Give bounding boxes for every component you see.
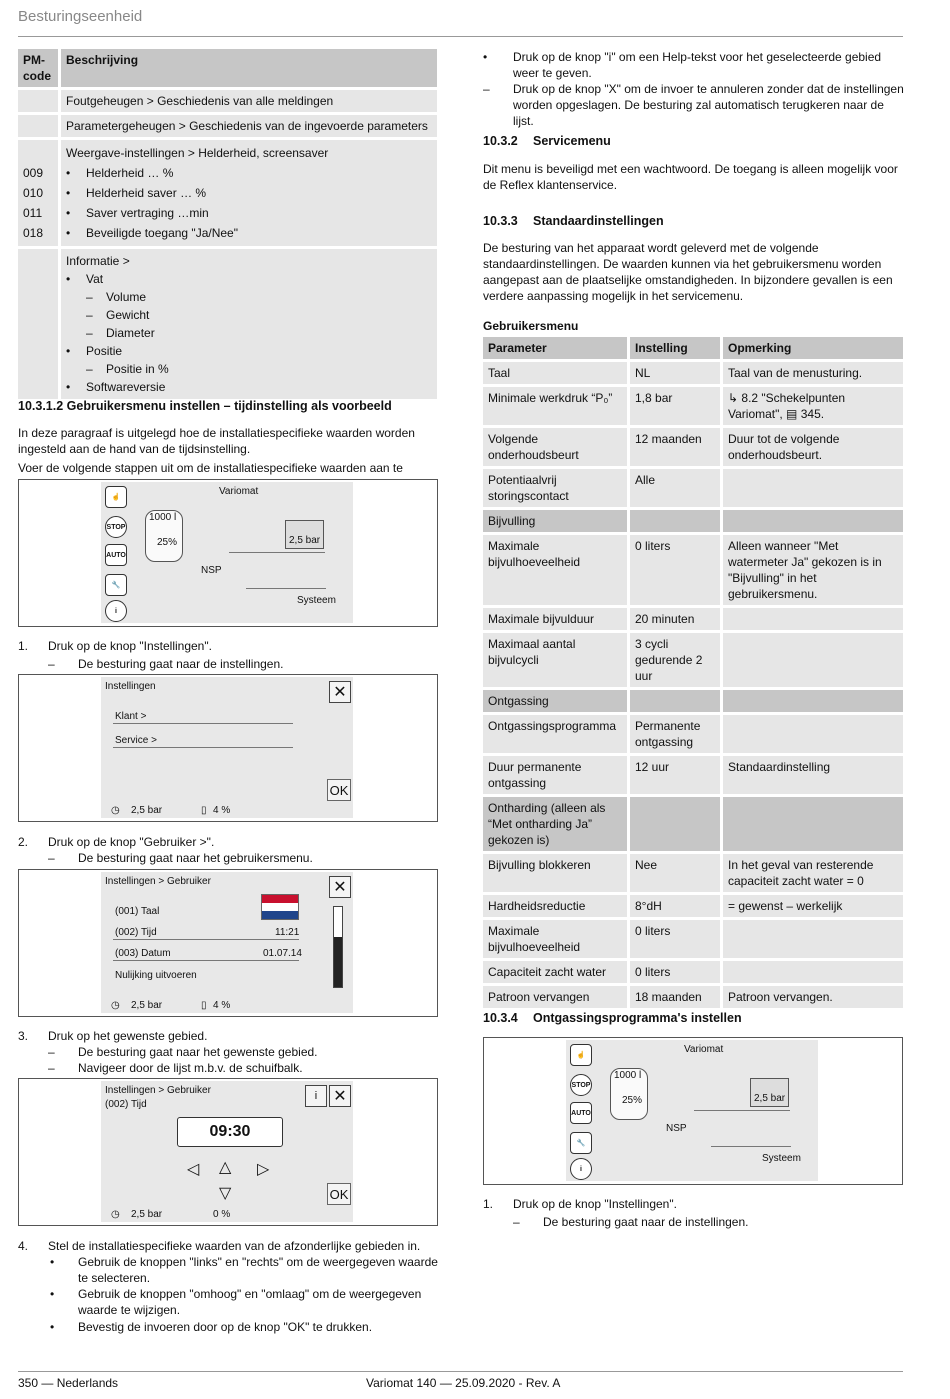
instelling-cell: Nee [630, 854, 720, 892]
step-4-ok: Bevestig de invoeren door op de knop "OK" te drukken. [78, 1320, 373, 1334]
instelling-cell: 12 maanden [630, 428, 720, 466]
step-1: Druk op de knop "Instellingen". [48, 639, 212, 653]
pm-code: 011 [23, 206, 43, 220]
time-value-field[interactable]: 09:30 [177, 1117, 283, 1147]
opmerking-cell [723, 608, 903, 630]
instelling-cell: NL [630, 362, 720, 384]
variomat-home-screen [566, 1040, 818, 1181]
cancel-text-bullet: Druk op de knop "X" om de invoer te annuleren zonder dat de instellingen worden opgeslagen. De besturing zal automatisch terugkeren naar de lijst. [513, 82, 904, 128]
auto-button[interactable]: AUTO [105, 544, 127, 566]
tank-level: 25% [157, 537, 178, 548]
up-arrow-button[interactable]: △ [219, 1159, 232, 1176]
pipe-line [246, 588, 326, 589]
settings-row [483, 535, 903, 605]
right-arrow-button[interactable]: ▷ [257, 1161, 270, 1178]
ok-button[interactable]: OK [327, 1183, 351, 1205]
opmerking-cell: Taal van de menusturing. [723, 362, 903, 384]
opmerking-cell [723, 797, 903, 851]
parameter-cell: Ontgassingsprogramma [483, 715, 627, 753]
opmerking-cell [723, 510, 903, 532]
instelling-cell: 20 minuten [630, 608, 720, 630]
header-divider [18, 36, 903, 37]
settings-row [483, 387, 903, 425]
divider [113, 747, 293, 748]
screen-title: Instellingen > Gebruiker [105, 1085, 211, 1096]
opmerking-cell: = gewenst – werkelijk [723, 895, 903, 917]
screen-title: Instellingen > Gebruiker [105, 876, 211, 887]
parameter-cell: Bijvulling blokkeren [483, 854, 627, 892]
bullet: • [50, 1287, 55, 1301]
parameter-cell: Maximale bijvulduur [483, 608, 627, 630]
opmerking-cell [723, 690, 903, 712]
section-title: Ontgassingsprogramma's instellen [533, 1011, 742, 1025]
dash: – [48, 1061, 55, 1075]
nsp-label: NSP [666, 1123, 687, 1134]
pm-line: • Saver vertraging …min [66, 206, 209, 220]
pm-line: – Volume [66, 290, 147, 304]
dash: – [48, 1045, 55, 1059]
header-opmerking: Opmerking [723, 337, 903, 359]
pm-code-table [15, 46, 440, 402]
header-instelling: Instelling [630, 337, 720, 359]
nsp-label: NSP [201, 565, 222, 576]
info-icon[interactable]: i [570, 1158, 592, 1180]
step-3-result: De besturing gaat naar het gewenste gebied. [78, 1045, 318, 1059]
step-1-right-result: De besturing gaat naar de instellingen. [543, 1215, 749, 1229]
stop-button[interactable]: STOP [105, 516, 127, 538]
auto-button[interactable]: AUTO [570, 1102, 592, 1124]
parameter-cell: Ontharding (alleen als “Met ontharding Ja” gekozen is) [483, 797, 627, 851]
instelling-cell: 0 liters [630, 920, 720, 958]
step-number: 1. [18, 639, 29, 653]
close-icon[interactable]: ✕ [329, 876, 351, 898]
settings-row [483, 633, 903, 687]
opmerking-cell [723, 920, 903, 958]
variomat-screen-figure [18, 479, 438, 627]
header-parameter: Parameter [483, 337, 627, 359]
opmerking-cell: Duur tot de volgende onderhoudsbeurt. [723, 428, 903, 466]
variomat-screen-figure-2 [483, 1037, 903, 1185]
opmerking-cell [723, 633, 903, 687]
hand-icon[interactable]: ☝ [570, 1044, 592, 1066]
description-header: Beschrijving [61, 49, 437, 87]
section-title: Standaardinstellingen [533, 214, 664, 228]
pressure-status: 2,5 bar [131, 805, 163, 816]
down-arrow-button[interactable]: ▽ [219, 1185, 232, 1202]
opmerking-cell: Alleen wanneer "Met watermeter Ja" gekozen is in "Bijvulling" in het gebruikersmenu. [723, 535, 903, 605]
scrollbar[interactable] [333, 906, 343, 988]
nulijking-item[interactable]: Nulijking uitvoeren [115, 970, 197, 981]
instelling-cell: 0 liters [630, 535, 720, 605]
opmerking-cell: In het geval van resterende capaciteit zacht water = 0 [723, 854, 903, 892]
settings-row [483, 715, 903, 753]
instelling-cell: 0 liters [630, 961, 720, 983]
standard-settings-table [480, 334, 906, 1011]
parameter-cell: Patroon vervangen [483, 986, 627, 1008]
opmerking-cell: Standaardinstelling [723, 756, 903, 794]
dutch-flag-icon [261, 894, 299, 920]
level-status: 4 % [213, 805, 231, 816]
pm-line: • Beveiligde toegang "Ja/Nee" [66, 226, 238, 240]
pm-code: 009 [23, 166, 44, 180]
pm-line: – Diameter [66, 326, 155, 340]
divider [113, 723, 293, 724]
pm-code-cell [18, 140, 58, 246]
hand-icon[interactable]: ☝ [105, 486, 127, 508]
tank-volume: 1000 l [149, 512, 177, 523]
instelling-cell: Alle [630, 469, 720, 507]
pm-line: Informatie > [66, 254, 130, 268]
standard-settings-text: De besturing van het apparaat wordt geleverd met de volgende standaardinstellingen. De waarden kunnen via het gebruikersmenu worden aangepast aan de plaatselijke omstandigheden. In bijzondere gevallen is een verdere aanpassing mogelijk in het servicemenu. [483, 241, 893, 303]
parameter-cell: Potentiaalvrij storingscontact [483, 469, 627, 507]
section-title: Servicemenu [533, 134, 611, 148]
klant-menu-item[interactable]: Klant > [115, 711, 147, 722]
tank-level: 25% [622, 1095, 643, 1106]
opmerking-cell: Patroon vervangen. [723, 986, 903, 1008]
section-10-3-1-2: 10.3.1.2 Gebruikersmenu instellen – tijdinstelling als voorbeeld [18, 399, 392, 413]
systeem-label: Systeem [297, 595, 336, 606]
instellingen-figure [18, 674, 438, 822]
settings-row [483, 690, 903, 712]
page-footer-doc: Variomat 140 — 25.09.2020 - Rev. A [366, 1376, 561, 1390]
pipe-line [711, 1146, 791, 1147]
tijd-edit-figure [18, 1078, 438, 1226]
pm-code-cell [18, 90, 58, 112]
opmerking-cell [723, 715, 903, 753]
pressure-display: 2,5 bar [750, 1078, 789, 1107]
opmerking-cell [723, 961, 903, 983]
pipe-line [694, 1110, 790, 1111]
systeem-label: Systeem [762, 1153, 801, 1164]
pm-desc-cell: Parametergeheugen > Geschiedenis van de ingevoerde parameters [61, 115, 437, 137]
info-icon[interactable]: i [105, 600, 127, 622]
pm-code: 010 [23, 186, 44, 200]
stop-button[interactable]: STOP [570, 1074, 592, 1096]
settings-row [483, 608, 903, 630]
pressure-status: 2,5 bar [131, 1209, 163, 1220]
tijd-item[interactable]: (002) Tijd [115, 927, 157, 938]
pm-line: • Softwareversie [66, 380, 166, 394]
close-icon[interactable]: ✕ [329, 1085, 351, 1107]
pressure-status: 2,5 bar [131, 1000, 163, 1011]
bullet: • [483, 50, 488, 64]
parameter-cell: Volgende onderhoudsbeurt [483, 428, 627, 466]
step-3-scroll: Navigeer door de lijst m.b.v. de schuifbalk. [78, 1061, 303, 1075]
page-footer-number: 350 — Nederlands [18, 1376, 119, 1390]
gauge-icon: ◷ [111, 1000, 120, 1011]
datum-value: 01.07.14 [263, 948, 302, 959]
step-3: Druk op het gewenste gebied. [48, 1029, 208, 1043]
level-icon: ▯ [201, 1000, 207, 1011]
settings-row [483, 895, 903, 917]
step-4: Stel de installatiespecifieke waarden van de afzonderlijke gebieden in. [48, 1239, 421, 1253]
level-status: 4 % [213, 1000, 231, 1011]
step-number: 2. [18, 835, 29, 849]
settings-row [483, 986, 903, 1008]
intro-text-2: Voer de volgende stappen uit om de installatiespecifieke waarden aan te [18, 461, 403, 475]
settings-row [483, 854, 903, 892]
service-text: Dit menu is beveiligd met een wachtwoord. De toegang is alleen mogelijk voor de Reflex klantenservice. [483, 162, 898, 192]
parameter-cell: Maximaal aantal bijvulcycli [483, 633, 627, 687]
pm-desc-cell [61, 249, 437, 399]
step-1-result: De besturing gaat naar de instellingen. [78, 657, 284, 671]
step-2-result: De besturing gaat naar het gebruikersmenu. [78, 851, 313, 865]
step-2: Druk op de knop "Gebruiker >". [48, 835, 215, 849]
step-4-left-right: Gebruik de knoppen "links" en "rechts" om de weergegeven waarde te selecteren. [78, 1255, 438, 1285]
parameter-cell: Maximale bijvulhoeveelheid [483, 535, 627, 605]
parameter-cell: Minimale werkdruk “P₀” [483, 387, 627, 425]
table-title: Gebruikersmenu [483, 319, 579, 333]
pm-line: – Gewicht [66, 308, 150, 322]
instelling-cell: Permanente ontgassing [630, 715, 720, 753]
dash: – [48, 851, 55, 865]
instelling-cell: 18 maanden [630, 986, 720, 1008]
settings-row [483, 469, 903, 507]
pm-desc-cell: Foutgeheugen > Geschiedenis van alle meldingen [61, 90, 437, 112]
dash: – [483, 82, 490, 96]
screen-title: Variomat [684, 1044, 724, 1055]
pm-line: • Helderheid … % [66, 166, 174, 180]
tijd-edit-screen [101, 1081, 353, 1222]
step-number: 3. [18, 1029, 29, 1043]
settings-wrench-icon[interactable]: 🔧 [570, 1132, 592, 1154]
level-status: 0 % [213, 1209, 231, 1220]
intro-text: In deze paragraaf is uitgelegd hoe de installatiespecifieke waarden worden ingesteld aan de hand van de tijdsinstelling. [18, 426, 415, 456]
step-number: 1. [483, 1197, 494, 1211]
page-header: Besturingseenheid [18, 8, 143, 25]
parameter-cell: Duur permanente ontgassing [483, 756, 627, 794]
divider [113, 960, 299, 961]
pm-desc-cell [61, 140, 437, 246]
parameter-cell: Hardheidsreductie [483, 895, 627, 917]
taal-item[interactable]: (001) Taal [115, 906, 160, 917]
datum-item[interactable]: (003) Datum [115, 948, 171, 959]
gebruiker-screen [101, 872, 353, 1013]
pm-line: – Positie in % [66, 362, 169, 376]
pm-line: • Vat [66, 272, 104, 286]
info-button[interactable]: i [305, 1085, 327, 1107]
bullet: • [50, 1320, 55, 1334]
screen-title: Variomat [219, 486, 259, 497]
instelling-cell [630, 797, 720, 851]
bullet: • [50, 1255, 55, 1269]
tank-volume: 1000 l [614, 1070, 642, 1081]
ok-button[interactable]: OK [327, 779, 351, 801]
instellingen-screen [101, 677, 353, 818]
settings-row [483, 756, 903, 794]
gebruiker-figure [18, 869, 438, 1017]
footer-divider [18, 1371, 903, 1372]
settings-row [483, 961, 903, 983]
settings-row [483, 362, 903, 384]
settings-wrench-icon[interactable]: 🔧 [105, 574, 127, 596]
section-number: 10.3.4 [483, 1011, 518, 1025]
instelling-cell: 1,8 bar [630, 387, 720, 425]
instelling-cell: 3 cycli gedurende 2 uur [630, 633, 720, 687]
step-1-right: Druk op de knop "Instellingen". [513, 1197, 677, 1211]
level-icon: ▯ [201, 805, 207, 816]
section-number: 10.3.2 [483, 134, 518, 148]
pm-line: • Helderheid saver … % [66, 186, 207, 200]
pm-code-header: PM- code [18, 49, 58, 87]
field-title: (002) Tijd [105, 1099, 147, 1110]
help-text-bullet: Druk op de knop "i" om een Help-tekst voor het geselecteerde gebied weer te geven. [513, 50, 882, 80]
pm-code: 018 [23, 226, 44, 240]
opmerking-cell [723, 469, 903, 507]
parameter-cell: Ontgassing [483, 690, 627, 712]
step-4-up-down: Gebruik de knoppen "omhoog" en "omlaag" om de weergegeven waarde te wijzigen. [78, 1287, 422, 1317]
pm-line: • Positie [66, 344, 123, 358]
settings-row [483, 797, 903, 851]
instelling-cell [630, 690, 720, 712]
instelling-cell: 12 uur [630, 756, 720, 794]
dash: – [48, 657, 55, 671]
settings-row [483, 428, 903, 466]
settings-row [483, 510, 903, 532]
instelling-cell: 8°dH [630, 895, 720, 917]
parameter-cell: Taal [483, 362, 627, 384]
settings-row [483, 920, 903, 958]
step-number: 4. [18, 1239, 29, 1253]
dash: – [513, 1215, 520, 1229]
pressure-display: 2,5 bar [285, 520, 324, 549]
left-arrow-button[interactable]: ◁ [187, 1161, 200, 1178]
pm-code-cell [18, 115, 58, 137]
parameter-cell: Capaciteit zacht water [483, 961, 627, 983]
screen-title: Instellingen [105, 681, 156, 692]
instelling-cell [630, 510, 720, 532]
service-menu-item[interactable]: Service > [115, 735, 157, 746]
section-number: 10.3.3 [483, 214, 518, 228]
parameter-cell: Maximale bijvulhoeveelheid [483, 920, 627, 958]
parameter-cell: Bijvulling [483, 510, 627, 532]
opmerking-cell: ↳ 8.2 "Schekelpunten Variomat", ▤ 345. [723, 387, 903, 425]
gauge-icon: ◷ [111, 1209, 120, 1220]
pm-line: Weergave-instellingen > Helderheid, screensaver [66, 146, 329, 160]
close-icon[interactable]: ✕ [329, 681, 351, 703]
divider [113, 939, 299, 940]
pm-code-cell [18, 249, 58, 399]
pipe-line [229, 552, 325, 553]
variomat-home-screen [101, 482, 353, 623]
tijd-value: 11:21 [275, 927, 300, 938]
gauge-icon: ◷ [111, 805, 120, 816]
